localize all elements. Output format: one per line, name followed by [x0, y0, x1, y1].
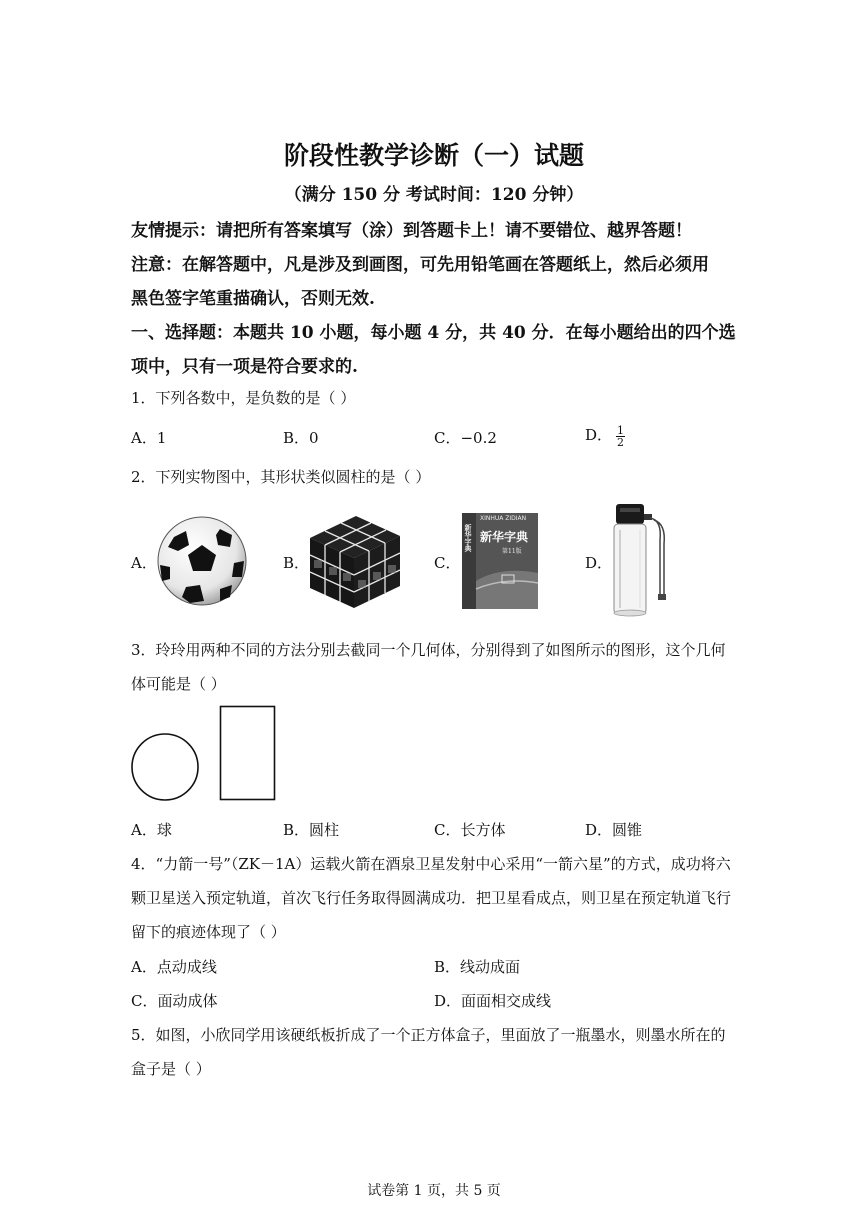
- q2-stem: 2．下列实物图中，其形状类似圆柱的是（ ）: [131, 468, 431, 486]
- q1-fraction-numerator: 1: [617, 423, 625, 437]
- attention-line-2: 黑色签字笔重描确认，否则无效.: [131, 289, 375, 309]
- circle-cross-section: [130, 732, 202, 804]
- q1-stem: 1．下列各数中，是负数的是（ ）: [131, 389, 356, 407]
- q1-option-b: B．0: [283, 429, 319, 447]
- q4-stem-line-3: 留下的痕迹体现了（ ）: [131, 923, 286, 941]
- q1-option-c: C．−0.2: [434, 429, 497, 447]
- q1-option-d-label: D．: [585, 426, 613, 444]
- q4-option-d: D．面面相交成线: [434, 992, 552, 1010]
- section-heading-line-1: 一、选择题：本题共 10 小题，每小题 4 分，共 40 分．在每小题给出的四个选: [131, 323, 736, 343]
- exam-title: 阶段性教学诊断（一）试题: [283, 141, 584, 170]
- notice-text: 友情提示：请把所有答案填写（涂）到答题卡上！请不要错位、越界答题！: [131, 221, 692, 241]
- q2-option-d: D．: [585, 554, 613, 572]
- rubiks-cube-image: [306, 510, 404, 610]
- soccer-ball-image: [156, 515, 248, 607]
- q3-stem-line-1: 3．玲玲用两种不同的方法分别去截同一个几何体，分别得到了如图所示的图形，这个几何: [131, 641, 726, 659]
- exam-subtitle: （满分 150 分 考试时间：120 分钟）: [284, 185, 584, 205]
- q5-stem-line-1: 5．如图，小欣同学用该硬纸板折成了一个正方体盒子，里面放了一瓶墨水，则墨水所在的: [131, 1026, 726, 1044]
- q4-option-a: A．点动成线: [131, 958, 217, 976]
- dictionary-spine-title: 新华字典: [464, 524, 473, 552]
- q2-option-b: B．: [283, 554, 310, 572]
- q4-stem-line-1: 4．“力箭一号”（ZK－1A）运载火箭在酒泉卫星发射中心采用“一箭六星”的方式，成功将六: [131, 855, 731, 873]
- q5-stem-line-2: 盒子是（ ）: [131, 1060, 211, 1078]
- dictionary-pinyin: XINHUA ZIDIAN: [480, 515, 527, 522]
- q1-fraction: [616, 425, 625, 448]
- water-bottle-image: [606, 500, 674, 620]
- dictionary-cover-title: 新华字典: [480, 530, 529, 544]
- q3-stem-line-2: 体可能是（ ）: [131, 675, 226, 693]
- attention-line-1: 注意：在解答题中，凡是涉及到画图，可先用铅笔画在答题纸上，然后必须用: [131, 255, 709, 275]
- q4-option-b: B．线动成面: [434, 958, 521, 976]
- q3-option-d: D．圆锥: [585, 821, 643, 839]
- rectangle-cross-section: [219, 705, 277, 802]
- q3-option-a: A．球: [131, 821, 172, 839]
- page-footer: 试卷第 1 页，共 5 页: [367, 1183, 501, 1199]
- q1-option-d: [585, 424, 625, 448]
- q2-option-a: A．: [131, 554, 157, 572]
- q4-option-c: C．面动成体: [131, 992, 218, 1010]
- section-heading-line-2: 项中，只有一项是符合要求的.: [131, 357, 358, 377]
- q3-option-b: B．圆柱: [283, 821, 340, 839]
- q1-fraction-denominator: 2: [617, 435, 625, 449]
- q4-stem-line-2: 颗卫星送入预定轨道，首次飞行任务取得圆满成功．把卫星看成点，则卫星在预定轨道飞行: [131, 889, 732, 907]
- q1-option-a: A．1: [131, 429, 167, 447]
- q3-option-c: C．长方体: [434, 821, 506, 839]
- dictionary-edition: 第11版: [502, 548, 522, 555]
- q2-option-c: C．: [434, 554, 461, 572]
